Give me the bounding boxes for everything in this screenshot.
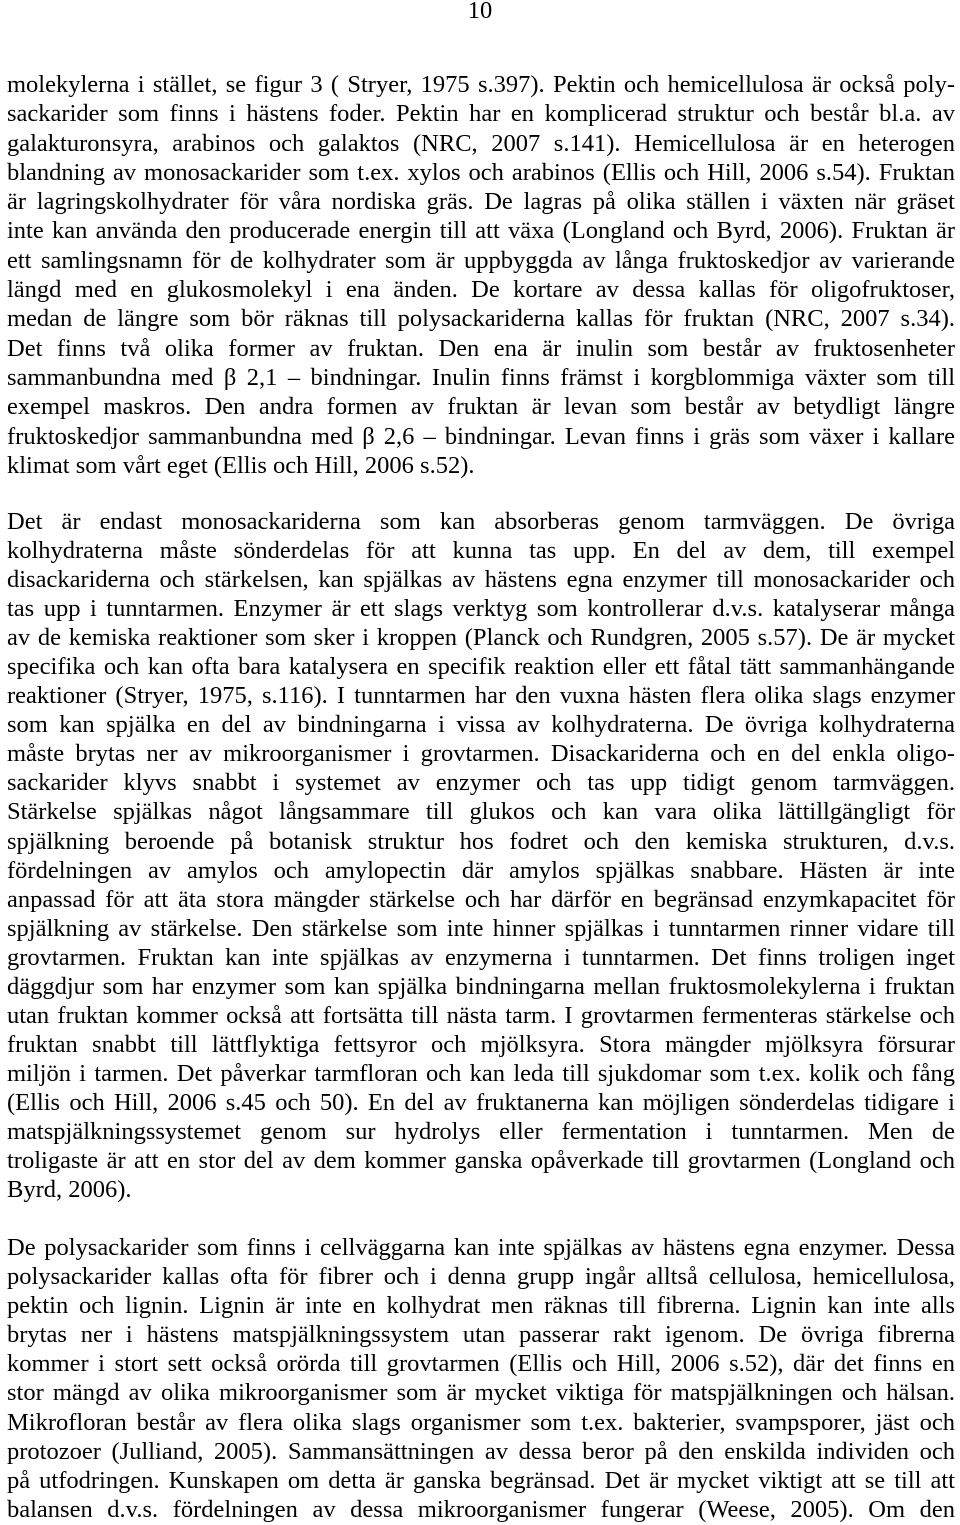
text-line: stor mängd av olika mikroorganismer som är mycket viktiga för matspjälkningen och hälsan. (7, 1379, 955, 1407)
text-line: Det finns två olika former av fruktan. Den ena är inulin som består av fruktosenheter (7, 334, 955, 362)
text-line: Det är endast monosackariderna som kan absorberas genom tarmväggen. De övriga (7, 508, 955, 535)
text-line: brytas ner i hästens matspjälkningssystem utan passerar rakt igenom. De övriga fibrerna (7, 1321, 955, 1349)
text-line: sammanbundna med β 2,1 – bindningar. Inulin finns främst i korgblommiga växter som till (7, 363, 955, 391)
text-line: fördelningen av amylos och amylopectin där amylos spjälkas snabbare. Hästen är inte (7, 856, 955, 884)
text-line: däggdjur som har enzymer som kan spjälka bindningarna mellan fruktosmolekylerna i fruktan (7, 972, 955, 1000)
text-line: fruktoskedjor sammanbundna med β 2,6 – bindningar. Levan finns i gräs som växer i kallare (7, 422, 955, 450)
text-line: molekylerna i stället, se figur 3 ( Stryer, 1975 s.397). Pektin och hemicellulosa är också poly- (7, 71, 955, 98)
text-line: är lagringskolhydrater för våra nordiska gräs. De lagras på olika ställen i växten när gräset (7, 188, 955, 216)
text-line: inte kan använda den producerade energin till att växa (Longland och Byrd, 2006). Fruktan är (7, 217, 955, 245)
text-line: medan de längre som bör räknas till polysackariderna kallas för fruktan (NRC, 2007 s.34). (7, 305, 955, 333)
text-line: ett samlingsnamn för de kolhydrater som är uppbyggda av långa fruktoskedjor av varierande (7, 246, 955, 274)
paragraph (7, 507, 955, 1204)
text-line: exempel maskros. Den andra formen av fruktan är levan som består av betydligt längre (7, 393, 955, 421)
text-line: disackariderna och stärkelsen, kan spjälkas av hästens egna enzymer till monosackarider och (7, 566, 955, 594)
text-line: tas upp i tunntarmen. Enzymer är ett slags verktyg som kontrollerar d.v.s. katalyserar många (7, 595, 955, 623)
text-line: protozoer (Julliand, 2005). Sammansättningen av dessa beror på den enskilda individen och (7, 1437, 955, 1465)
text-line: av de kemiska reaktioner som sker i kroppen (Planck och Rundgren, 2005 s.57). De är mycket (7, 624, 955, 652)
text-line: kommer i stort sett också orörda till grovtarmen (Ellis och Hill, 2006 s.52), där det finns en (7, 1350, 955, 1378)
text-line: balansen d.v.s. fördelningen av dessa mikroorganismer fungerar (Weese, 2005). Om den (7, 1495, 955, 1523)
text-line: anpassad för att äta stora mängder stärkelse och har därför en begränsad enzymkapacitet för (7, 885, 955, 913)
text-line: måste brytas ner av mikroorganismer i grovtarmen. Disackariderna och en del enkla oligo- (7, 740, 955, 768)
text-line: på utfodringen. Kunskapen om detta är ganska begränsad. Det är mycket viktigt att se till att (7, 1466, 955, 1494)
text-line: matspjälkningssystemet genom sur hydrolys eller fermentation i tunntarmen. Men de (7, 1117, 955, 1145)
text-line: De polysackarider som finns i cellväggarna kan inte spjälkas av hästens egna enzymer. Dessa (7, 1234, 955, 1261)
text-line: Mikrofloran består av flera olika slags organismer som t.ex. bakterier, svampsporer, jäst och (7, 1408, 955, 1436)
text-line: spjälkning av stärkelse. Den stärkelse som inte hinner spjälkas i tunntarmen rinner vidare till (7, 914, 955, 942)
text-line: klimat som vårt eget (Ellis och Hill, 2006 s.52). (7, 451, 475, 479)
text-line: pektin och lignin. Lignin är inte en kolhydrat men räknas till fibrerna. Lignin kan inte alls (7, 1292, 955, 1320)
text-line: fruktan snabbt till lättflyktiga fettsyror och mjölksyra. Stora mängder mjölksyra försurar (7, 1030, 955, 1058)
text-line: sackarider som finns i hästens foder. Pektin har en komplicerad struktur och består bl.a. av (7, 100, 955, 128)
text-line: blandning av monosackarider som t.ex. xylos och arabinos (Ellis och Hill, 2006 s.54). Fruktan (7, 158, 955, 186)
paragraph (7, 70, 955, 480)
text-line: galakturonsyra, arabinos och galaktos (NRC, 2007 s.141). Hemicellulosa är en heterogen (7, 129, 955, 157)
paragraph (7, 1233, 955, 1524)
text-line: specifika och kan ofta bara katalysera en specifik reaktion eller ett fåtal tätt sammanhängande (7, 653, 955, 681)
text-line: utan fruktan kommer också att fortsätta till nästa tarm. I grovtarmen fermenteras stärkelse och (7, 1001, 955, 1029)
text-line: grovtarmen. Fruktan kan inte spjälkas av enzymerna i tunntarmen. Det finns troligen inget (7, 943, 955, 971)
text-line: sackarider klyvs snabbt i systemet av enzymer och tas upp tidigt genom tarmväggen. (7, 769, 955, 797)
text-line: miljön i tarmen. Det påverkar tarmfloran och kan leda till sjukdomar som t.ex. kolik och fång (7, 1059, 955, 1087)
text-line: reaktioner (Stryer, 1975, s.116). I tunntarmen har den vuxna hästen flera olika slags enzymer (7, 682, 955, 710)
text-line: kolhydraterna måste sönderdelas för att kunna tas upp. En del av dem, till exempel (7, 537, 955, 565)
text-line: spjälkning beroende på botanisk struktur hos fodret och den kemiska strukturen, d.v.s. (7, 827, 955, 855)
text-line: Stärkelse spjälkas något långsammare till glukos och kan vara olika lättillgängligt för (7, 798, 955, 826)
text-line: polysackarider kallas ofta för fibrer och i denna grupp ingår alltså cellulosa, hemicellulosa, (7, 1263, 955, 1291)
text-line: Byrd, 2006). (7, 1176, 132, 1204)
text-line: (Ellis och Hill, 2006 s.45 och 50). En del av fruktanerna kan möjligen sönderdelas tidigare i (7, 1088, 955, 1116)
text-line: som kan spjälka en del av bindningarna i vissa av kolhydraterna. De övriga kolhydraterna (7, 711, 955, 739)
page-number: 10 (467, 0, 493, 24)
text-line: längd med en glukosmolekyl i ena änden. De kortare av dessa kallas för oligofruktoser, (7, 276, 955, 304)
text-line: troligaste är att en stor del av dem kommer ganska opåverkade till grovtarmen (Longland och (7, 1147, 955, 1175)
